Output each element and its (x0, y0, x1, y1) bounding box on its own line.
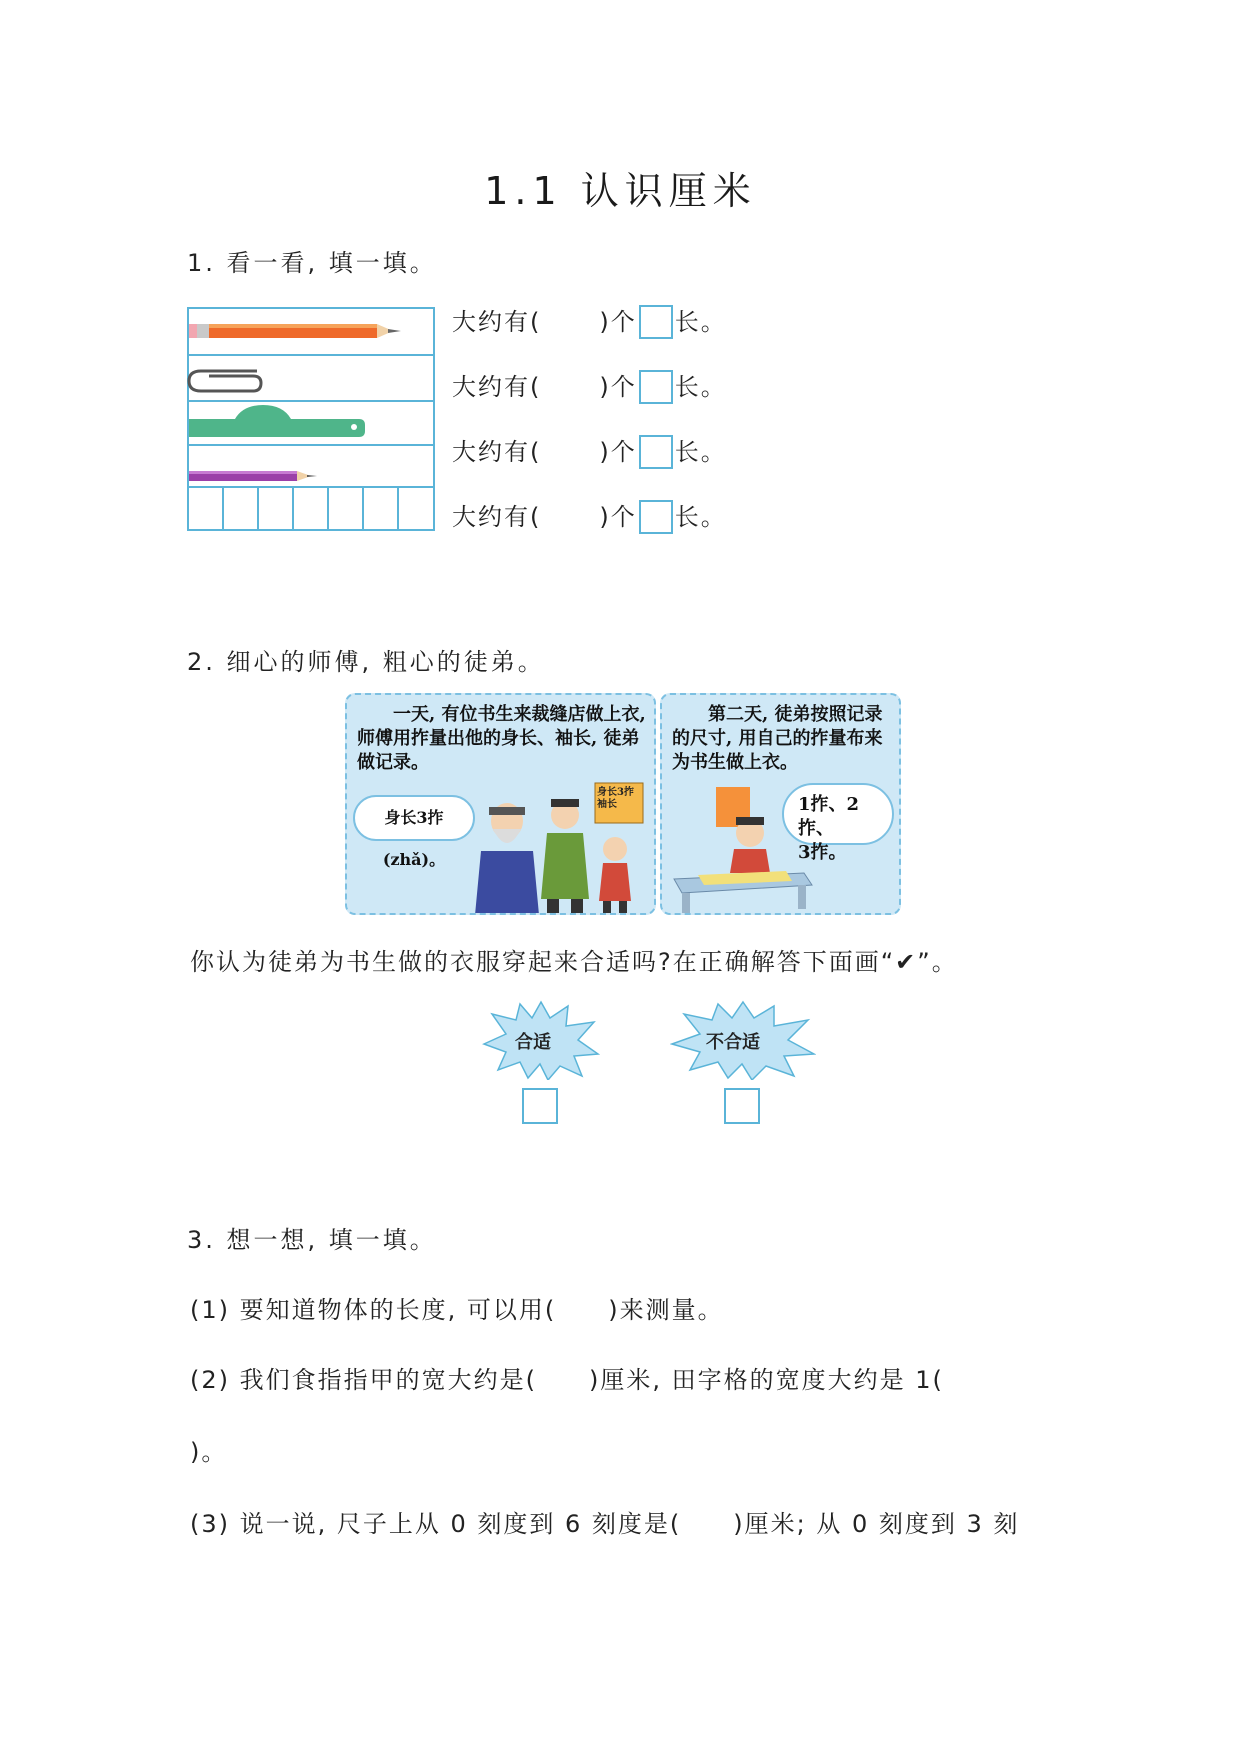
measured-objects (187, 307, 435, 531)
comic-panel-2 (660, 693, 901, 915)
row-suffix: )个 (599, 373, 637, 401)
row-end: 长。 (674, 308, 727, 336)
row-suffix: )个 (599, 308, 637, 336)
comic-strip (345, 693, 901, 915)
purple-pencil-icon (189, 471, 317, 481)
orange-pencil-icon (189, 324, 401, 338)
sign-line-2: 袖长 (597, 799, 617, 810)
q3-item-3: (3) 说一说, 尺子上从 0 刻度到 6 刻度是( )厘米; 从 0 刻度到 3 刻 (190, 1510, 1020, 1538)
speech-bubble: 身长3拃(zhǎ)。 (353, 795, 475, 841)
sign-line-1: 身长3拃 (597, 787, 634, 798)
q1-row-2 (452, 367, 727, 404)
row-prefix: 大约有( (452, 503, 542, 531)
row-suffix: )个 (599, 438, 637, 466)
option-2-label: 不合适 (706, 1032, 760, 1053)
thought-bubble (782, 783, 894, 863)
option-1-checkbox[interactable] (522, 1088, 558, 1124)
unit-square-icon (639, 370, 673, 404)
row-end: 长。 (674, 503, 727, 531)
paper-clip-icon (189, 371, 261, 391)
panel1-text: 一天, 有位书生来裁缝店做上衣, 师傅用拃量出他的身长、袖长, 徒弟做记录。 (357, 704, 646, 773)
q1-row-4 (452, 497, 727, 534)
q2-label: 2. 细心的师傅, 粗心的徒弟。 (187, 648, 545, 676)
q1-row-1 (452, 302, 727, 339)
unit-square-icon (639, 305, 673, 339)
row-end: 长。 (674, 438, 727, 466)
q3-label: 3. 想一想, 填一填。 (187, 1226, 437, 1254)
unit-square-icon (639, 500, 673, 534)
q1-row-3 (452, 432, 727, 469)
record-sign (597, 787, 634, 811)
green-ruler-icon (189, 405, 365, 437)
row-prefix: 大约有( (452, 373, 542, 401)
q3-item-1: (1) 要知道物体的长度, 可以用( )来测量。 (190, 1296, 724, 1324)
row-prefix: 大约有( (452, 438, 542, 466)
option-2-checkbox[interactable] (724, 1088, 760, 1124)
panel2-text: 第二天, 徒弟按照记录的尺寸, 用自己的拃量布来为书生做上衣。 (672, 704, 883, 773)
bubble-line-2: 3拃。 (798, 842, 847, 863)
bubble-line-1: 1拃、2拃、 (798, 794, 860, 839)
row-suffix: )个 (599, 503, 637, 531)
unit-square-icon (639, 435, 673, 469)
row-end: 长。 (674, 373, 727, 401)
option-1-label: 合适 (515, 1032, 551, 1053)
comic-panel-1 (345, 693, 656, 915)
q1-label: 1. 看一看, 填一填。 (187, 249, 437, 277)
q3-item-2-line-2: )。 (190, 1438, 228, 1466)
q3-item-2-line-1: (2) 我们食指指甲的宽大约是( )厘米, 田字格的宽度大约是 1( (190, 1366, 944, 1394)
q2-question: 你认为徒弟为书生做的衣服穿起来合适吗?在正确解答下面画“✔”。 (190, 948, 958, 976)
row-prefix: 大约有( (452, 308, 542, 336)
page-title: 1.1 认识厘米 (484, 169, 757, 213)
